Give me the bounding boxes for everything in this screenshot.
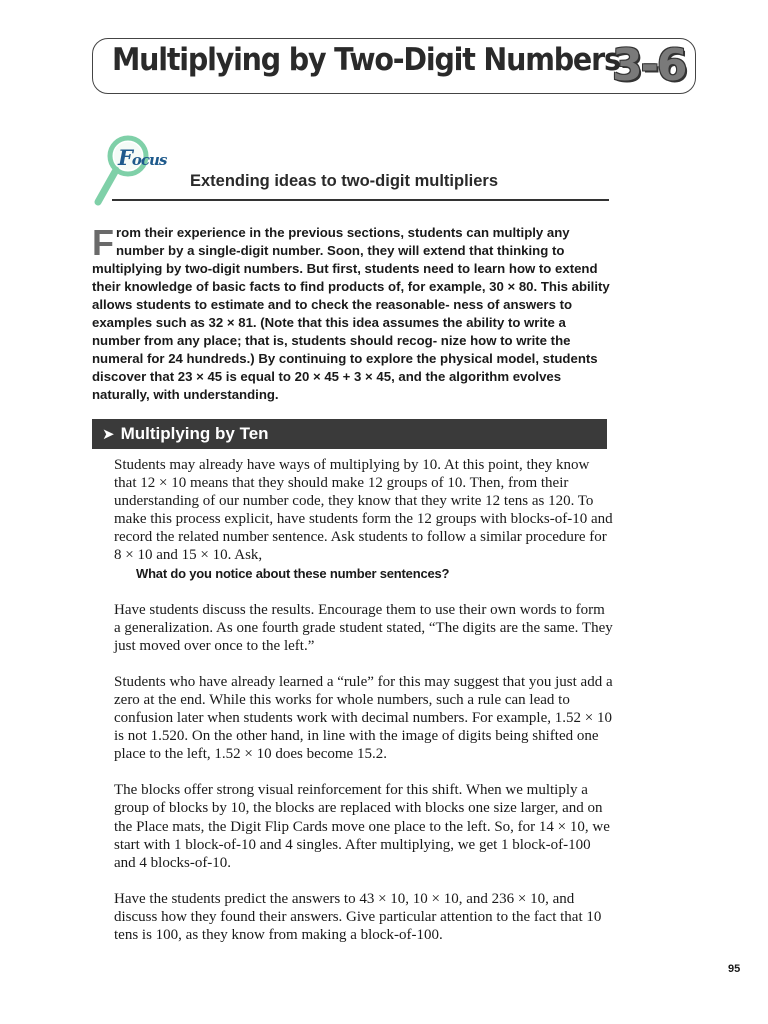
body-paragraph: Have students discuss the results. Encourage them to use their own words to form a generalization. As one fourth grade student stated, “The digits are the same. They just moved over once to the left.”	[114, 601, 613, 654]
section-number: 3-6	[612, 40, 686, 91]
arrow-icon: ➤	[102, 426, 115, 443]
page-number: 95	[728, 963, 741, 975]
question-prompt: What do you notice about these number sentences?	[136, 565, 450, 581]
magnifying-glass-icon	[92, 132, 152, 208]
section-heading-bar	[92, 419, 607, 449]
body-paragraph: Have the students predict the answers to 43 × 10, 10 × 10, and 236 × 10, and discuss how they found their answers. Give particular attention to the fact that 10 tens is 100, as they know from making a block-of-100.	[114, 890, 602, 943]
drop-cap: F	[92, 222, 114, 263]
section-body	[114, 456, 614, 944]
section-heading: Multiplying by Ten	[120, 424, 269, 443]
focus-label	[118, 145, 166, 170]
body-paragraph: Students may already have ways of multiplying by 10. At this point, they know that 12 × 10 means that they should make 12 groups of 10. Then, from their understanding of our number code, they know that they write 12 tens as 120. To make this process explicit, have students form the 12 groups with blocks-of-10 and record the related number sentence. Ask students to follow a similar procedure for 8 × 10 and 15 × 10. Ask,	[114, 457, 613, 564]
focus-divider	[112, 199, 609, 201]
page-title: Multiplying by Two-Digit Numbers	[112, 42, 620, 78]
body-paragraph: The blocks offer strong visual reinforcement for this shift. When we multiply a group of blocks by 10, the blocks are replaced with blocks one size larger, and on the Place mats, the Digit Flip Cards move one place to the left. So, for 14 × 10, we start with 1 block-of-10 and 4 singles. After multiplying, we get 1 block-of-100 and 4 blocks-of-10.	[114, 782, 610, 871]
focus-label-cap: F	[118, 145, 132, 170]
focus-label-rest: ocus	[131, 151, 167, 169]
body-paragraph: Students who have already learned a “rule” for this may suggest that you just add a zero at the end. While this works for whole numbers, such a rule can lead to confusion later when students work with decimal numbers. For example, 1.52 × 10 is not 1.520. On the other hand, in line with the image of digits being shifted one place to the left, 1.52 × 10 does become 15.2.	[114, 673, 613, 763]
intro-paragraph	[92, 224, 612, 404]
focus-heading: Extending ideas to two-digit multipliers	[190, 172, 499, 190]
intro-text: rom their experience in the previous sections, students can multiply any number by a single-digit number. Soon, they will extend that thinking to multiplying by two-digit numbers. But first, students need to learn how to extend their knowledge of basic facts to find products of, for example, 30 × 80. This ability allows students to estimate and to check the reasonable- ness of answers to examples such as 32 × 81. (Note that this idea assumes the ability to write a number from any place; that is, students should recog- nize how to write the numeral for 24 hundreds.) By continuing to explore the physical model, students discover that 23 × 45 is equal to 20 × 45 + 3 × 45, and the algorithm evolves naturally, with understanding.	[92, 225, 610, 402]
